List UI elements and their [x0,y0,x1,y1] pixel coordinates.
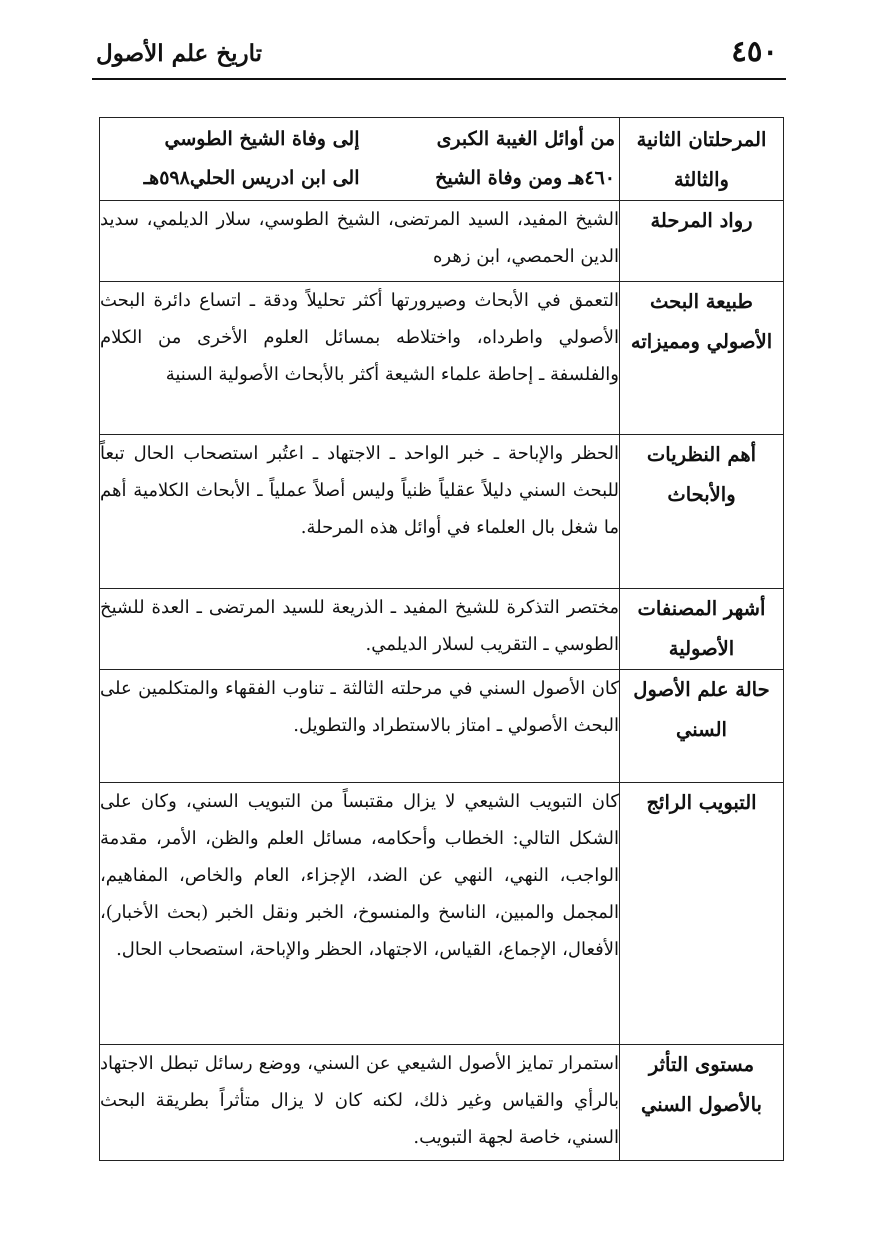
header-period-line-2 [100,159,619,198]
running-title: تاريخ علم الأصول [96,40,263,67]
table-header-row [100,118,784,201]
table-row [100,435,784,589]
header-period-cell [100,118,620,201]
table-row [100,589,784,670]
header-label: المرحلتان الثانية والثالثة [636,128,767,191]
table-row [100,201,784,282]
row-label: طبيعة البحث الأصولي ومميزاته [620,282,784,435]
row-label: أشهر المصنفات الأصولية [620,589,784,670]
row-text: كان التبويب الشيعي لا يزال مقتبساً من التبويب السني، وكان على الشكل التالي: الخطاب وأحكامه، مسائل العلم والظن، الأمر، مقدمة الواجب، النهي، النهي عن الضد، الإجزاء، العام والخاص، المفاهيم، المجمل والمبين، الناسخ والمنسوخ، الخبر ونقل الخبر (بحث الأخبار)، الأفعال، الإجماع، القياس، الاجتهاد، الحظر والإباحة، استصحاب الحال. [100,783,620,1045]
row-label: مستوى التأثر بالأصول السني [620,1045,784,1161]
row-text: الحظر والإباحة ـ خبر الواحد ـ الاجتهاد ـ اعتُبر استصحاب الحال تبعاً للبحث السني دليلاً عقلياً ظنياً وليس أصلاً عملياً ـ الأبحاث الكلامية أهم ما شغل بال العلماء في أوائل هذه المرحلة. [100,435,620,589]
header-period-line-1 [100,120,619,159]
header-label-cell [620,118,784,201]
period-end-1: إلى وفاة الشيخ الطوسي [164,128,360,150]
period-start-1: من أوائل الغيبة الكبرى [436,128,615,150]
table-row [100,670,784,783]
row-label: التبويب الرائج [620,783,784,1045]
row-label: رواد المرحلة [620,201,784,282]
page-number: ٤٥٠ [731,34,778,68]
table-row [100,282,784,435]
period-start-2: ٤٦٠هـ ومن وفاة الشيخ [435,167,615,189]
periods-table [99,117,784,1161]
row-label: أهم النظريات والأبحاث [620,435,784,589]
row-text: استمرار تمايز الأصول الشيعي عن السني، ووضع رسائل تبطل الاجتهاد بالرأي والقياس وغير ذلك، لكنه كان لا يزال متأثراً بطريقة البحث السني، خاصة لجهة التبويب. [100,1045,620,1161]
row-text: مختصر التذكرة للشيخ المفيد ـ الذريعة للسيد المرتضى ـ العدة للشيخ الطوسي ـ التقريب لسلار الديلمي. [100,589,620,670]
row-text: الشيخ المفيد، السيد المرتضى، الشيخ الطوسي، سلار الديلمي، سديد الدين الحمصي، ابن زهره [100,201,620,282]
page-header [92,30,786,80]
period-end-2: الى ابن ادريس الحلي٥٩٨هـ [143,167,360,189]
table-row [100,783,784,1045]
row-text: التعمق في الأبحاث وصيرورتها أكثر تحليلاً ودقة ـ اتساع دائرة البحث الأصولي واطرداه، واختلاطه بمسائل العلوم الأخرى من الكلام والفلسفة ـ إحاطة علماء الشيعة أكثر بالأبحاث الأصولية السنية [100,282,620,435]
row-label: حالة علم الأصول السني [620,670,784,783]
row-text: كان الأصول السني في مرحلته الثالثة ـ تناوب الفقهاء والمتكلمين على البحث الأصولي ـ امتاز بالاستطراد والتطويل. [100,670,620,783]
table-row [100,1045,784,1161]
